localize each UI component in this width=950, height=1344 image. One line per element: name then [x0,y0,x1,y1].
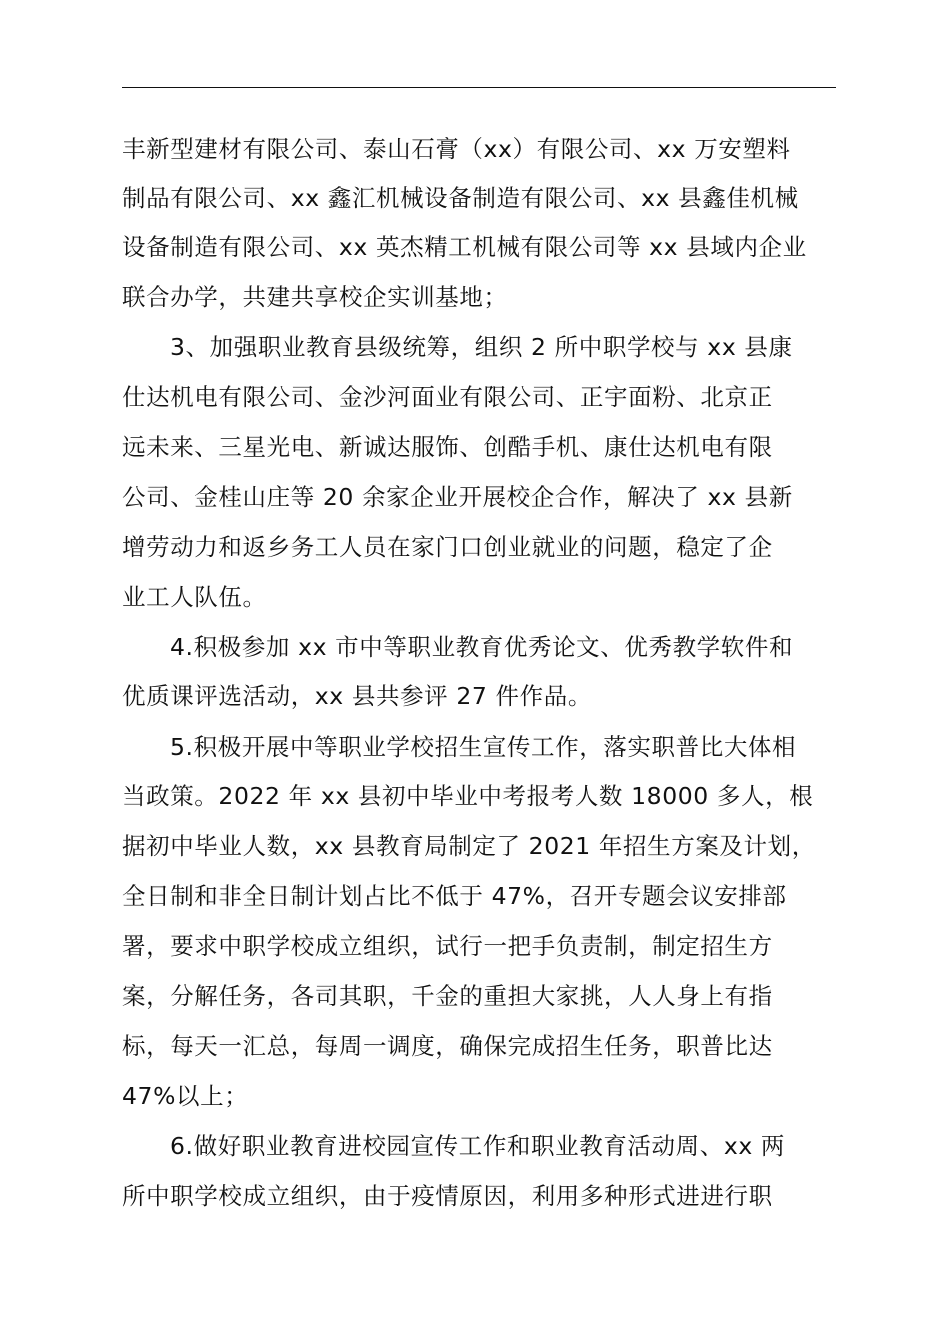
paragraph-3-start: 3、加强职业教育县级统筹，组织 2 所中职学校与 xx 县康 [170,333,793,361]
text-line: 署，要求中职学校成立组织，试行一把手负责制，制定招生方 [122,932,773,960]
text-line: 47%以上； [122,1082,249,1110]
text-line: 业工人队伍。 [122,583,267,611]
text-line: 设备制造有限公司、xx 英杰精工机械有限公司等 xx 县域内企业 [122,233,807,261]
paragraph-4-start: 4.积极参加 xx 市中等职业教育优秀论文、优秀教学软件和 [170,633,794,661]
text-line: 标，每天一汇总，每周一调度，确保完成招生任务，职普比达 [122,1032,773,1060]
text-line: 远未来、三星光电、新诚达服饰、创酷手机、康仕达机电有限 [122,433,773,461]
text-line: 当政策。2022 年 xx 县初中毕业中考报考人数 18000 多人，根 [122,782,814,810]
text-line: 所中职学校成立组织，由于疫情原因，利用多种形式进进行职 [122,1182,773,1210]
text-line: 据初中毕业人数，xx 县教育局制定了 2021 年招生方案及计划， [122,832,816,860]
paragraph-6-start: 6.做好职业教育进校园宣传工作和职业教育活动周、xx 两 [170,1132,786,1160]
text-line: 制品有限公司、xx 鑫汇机械设备制造有限公司、xx 县鑫佳机械 [122,184,799,212]
text-line: 丰新型建材有限公司、泰山石膏（xx）有限公司、xx 万安塑料 [122,135,791,163]
paragraph-5-start: 5.积极开展中等职业学校招生宣传工作，落实职普比大体相 [170,733,797,761]
text-line: 仕达机电有限公司、金沙河面业有限公司、正宇面粉、北京正 [122,383,773,411]
text-line: 全日制和非全日制计划占比不低于 47%，召开专题会议安排部 [122,882,787,910]
text-line: 联合办学，共建共享校企实训基地； [122,283,508,311]
text-line: 案，分解任务，各司其职，千金的重担大家挑，人人身上有指 [122,982,773,1010]
text-line: 增劳动力和返乡务工人员在家门口创业就业的问题，稳定了企 [122,533,773,561]
text-line: 公司、金桂山庄等 20 余家企业开展校企合作，解决了 xx 县新 [122,483,793,511]
text-line: 优质课评选活动，xx 县共参评 27 件作品。 [122,682,592,710]
header-rule [122,87,836,88]
